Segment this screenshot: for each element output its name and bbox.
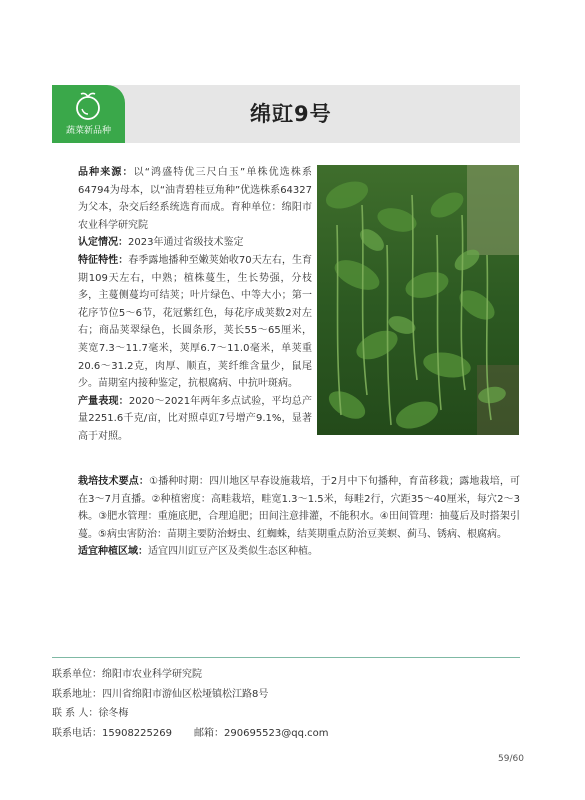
plant-photo	[317, 165, 519, 435]
region-label: 适宜种植区域：	[78, 546, 148, 558]
cert-label: 认定情况：	[78, 237, 128, 249]
cert-text: 2023年通过省级技术鉴定	[128, 237, 244, 249]
phone-value: 15908225269	[102, 727, 172, 739]
unit-value: 绵阳市农业科学研究院	[102, 669, 202, 680]
contact-address-row	[52, 685, 522, 705]
contact-unit-row	[52, 665, 522, 685]
variety-description	[64, 164, 312, 446]
contact-phone-row	[52, 724, 522, 744]
person-value: 徐冬梅	[98, 708, 129, 719]
contact-divider	[52, 657, 520, 658]
unit-label: 联系单位：	[52, 669, 102, 680]
address-label: 联系地址：	[52, 688, 102, 700]
contact-info	[52, 665, 522, 743]
region-text: 适宜四川豇豆产区及类似生态区种植。	[148, 546, 318, 558]
traits-text: 春季露地播种至嫩荚始收70天左右，生育期109天左右，中熟；植株蔓生，生长势强，分枝多，主蔓侧蔓均可结荚；叶片绿色、中等大小；第一花序节位5～6节，花冠紫红色，每花序成荚数2对左右；商品荚翠绿色，长圆条形，荚长55～65厘米，荚宽7.3～11.7毫米，荚厚6.7～11.0毫米，单荚重20.6～31.2克，肉厚、顺直，荚纤维含量少，鼠尾少。苗期室内接种鉴定，抗根腐病、中抗叶斑病。	[78, 254, 312, 390]
cultivation-label: 栽培技术要点：	[78, 476, 150, 487]
page-title: 绵豇9号	[250, 102, 332, 126]
contact-person-row	[52, 704, 522, 724]
yield-text: 2020～2021年两年多点试验，平均总产量2251.6千克/亩，比对照卓豇7号增产9.1%，显著高于对照。	[78, 395, 313, 442]
source-label: 品种来源：	[78, 167, 134, 178]
phone-label: 联系电话：	[52, 727, 102, 739]
vegetable-icon	[71, 91, 105, 121]
traits-label: 特征特性：	[78, 254, 129, 266]
source-text: 以“鸿盛特优三尺白玉”单株优选株系64794为母本，以“油青碧桂豆角种”优选株系64327为父本，杂交后经系统选育而成。育种单位：绵阳市农业科学研究院	[78, 167, 312, 231]
page-number: 59/60	[498, 754, 524, 764]
cultivation-text: ①播种时期：四川地区早春设施栽培，于2月中下旬播种，育苗移栽；露地栽培，可在3～7月直播。②种植密度：高畦栽培，畦宽1.3～1.5米，每畦2行，穴距35～40厘米，每穴2～3株。③肥水管理：重施底肥，合理追肥；田间注意排灌，不能积水。④田间管理：抽蔓后及时搭架引蔓。⑤病虫害防治：苗期主要防治蚜虫、红蜘蛛，结荚期重点防治豆荚螟、蓟马、锈病、根腐病。	[78, 476, 521, 540]
badge-label: 蔬菜新品种	[65, 126, 111, 136]
cultivation-section	[64, 473, 520, 561]
email-label: 邮箱：	[194, 727, 224, 739]
category-badge	[52, 85, 125, 143]
address-value: 四川省绵阳市游仙区松垭镇松江路8号	[102, 688, 269, 700]
yield-label: 产量表现：	[78, 395, 129, 407]
email-value[interactable]: 290695523@qq.com	[224, 727, 329, 739]
person-label: 联 系 人：	[52, 708, 99, 719]
